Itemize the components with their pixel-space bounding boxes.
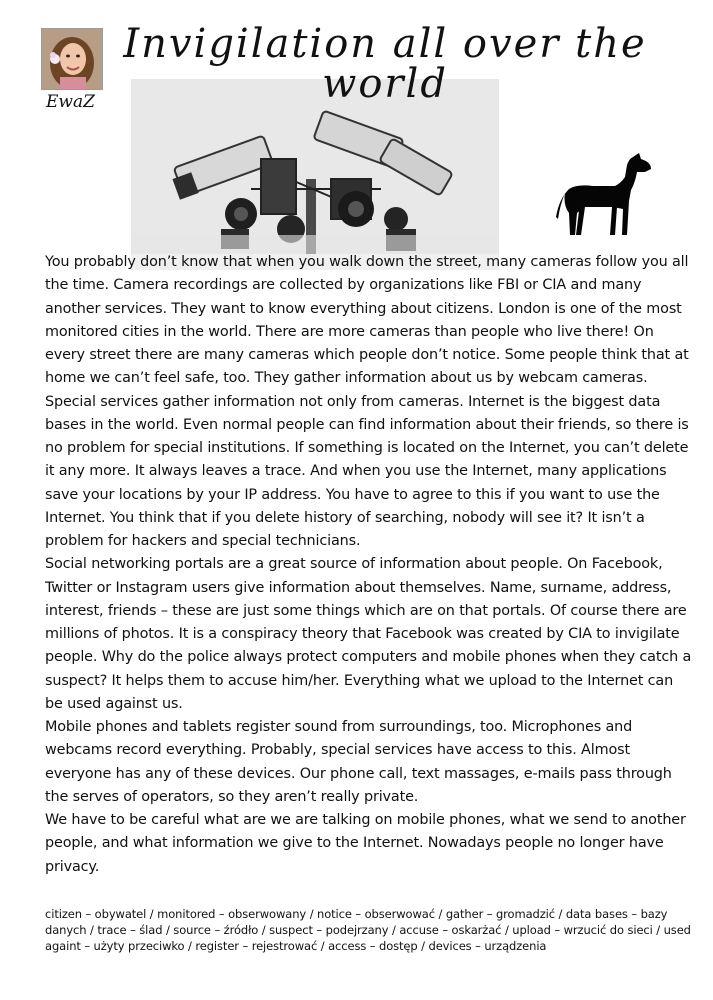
article-paragraph: Special services gather information not only from cameras. Internet is the biggest data bases in the world. Even normal people can find information about their friends, so there is no problem for special institutions. If something is located on the Internet, you can’t delete it any more. It always leaves a trace. And when you use the Internet, many applications save your locations by your IP address. You have to agree to this if you want to use the Internet. You think that if you delete history of searching, nobody will see it? It isn’t a problem for hackers and special technicians.	[45, 393, 689, 549]
article-paragraph: Social networking portals are a great source of information about people. On Facebook, Twitter or Instagram users give information about themselves. Name, surname, address, interest, friends – these are just some things which are on that portals. Of course there are millions of photos. It is a conspiracy theory that Facebook was created by CIA to invigilate people. Why do the police always protect computers and mobile phones when they catch a suspect? It helps them to accuse him/her. Everything what we upload to the Internet can be used against us.	[45, 556, 692, 712]
author-name: EwaZ	[46, 92, 95, 112]
article-paragraph: You probably don’t know that when you walk down the street, many cameras follow you all the time. Camera recordings are collected by organizations like FBI or CIA and many another services. They want to know everything about citizens. London is one of the most monitored cities in the world. There are more cameras than people who live there! On every street there are many cameras which people don’t notice. Some people think that at home we can’t feel safe, too. They gather information about us by webcam cameras.	[45, 254, 689, 387]
page-title: Invigilation all over the world	[123, 21, 647, 107]
article-paragraph: We have to be careful what are we are talking on mobile phones, what we send to another people, and what information we give to the Internet. Nowadays people no longer have privacy.	[45, 812, 686, 875]
author-avatar	[41, 28, 103, 90]
dog-silhouette-icon	[555, 153, 655, 238]
girl-portrait-photo	[42, 29, 102, 89]
article-body	[45, 251, 693, 879]
article-paragraph: Mobile phones and tablets register sound from surroundings, too. Microphones and webcams record everything. Probably, special services have access to this. Almost everyone has any of these devices. Our phone call, text massages, e-mails pass through the serves of operators, so they aren’t really private.	[45, 719, 672, 805]
vocabulary-list: citizen – obywatel / monitored – obserwowany / notice – obserwować / gather – gromadzić / data bases – bazy danych / trace – ślad / source – źródło / suspect – podejrzany / accuse – oskarżać / upload – wrzucić do sieci / used againt – użyty przeciwko / register – rejestrować / access – dostęp / devices – urządzenia	[45, 907, 691, 953]
